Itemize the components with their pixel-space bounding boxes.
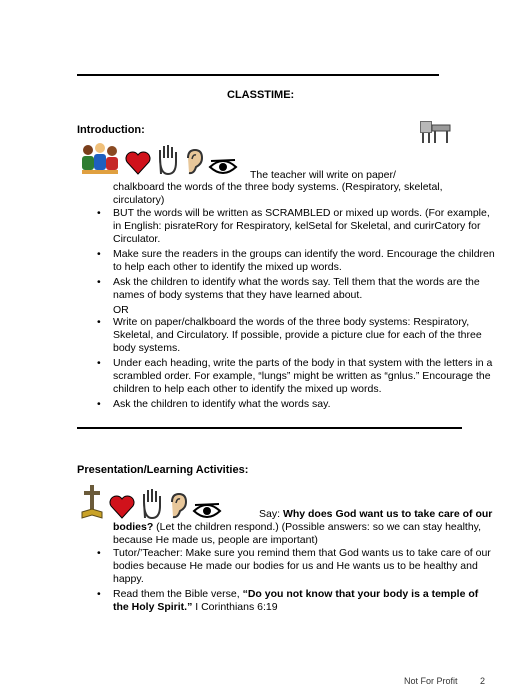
list-item: • Under each heading, write the parts of the body in that system with the letters in a scrambled order. For example, “lungs” might be written as “gnlus.” Encourage the children to help each other to identify the mixed up words. — [95, 357, 495, 396]
verse-intro: Read them the Bible verse, — [113, 588, 243, 600]
list-item: • Ask the children to identify what the words say. — [95, 398, 495, 411]
eye-icon — [208, 158, 238, 176]
intro-bullets-b — [95, 316, 495, 413]
list-item: • Make sure the readers in the groups can identify the word. Encourage the children to help each other to identify the mixed up words. — [95, 248, 495, 274]
footer-not-for-profit: Not For Profit — [404, 676, 458, 686]
footer-page-number: 2 — [480, 676, 486, 686]
cross-bible-icon — [80, 484, 104, 520]
presentation-bullets — [95, 547, 495, 616]
verse-reference: I Corinthians 6:19 — [192, 601, 278, 613]
intro-icons — [80, 142, 238, 176]
ear-icon — [184, 148, 204, 176]
verse-quote: “Do you not know that your body is a temple of the Holy Spirit.” — [113, 588, 479, 613]
presentation-heading: Presentation/Learning Activities: — [77, 464, 249, 476]
top-rule — [77, 74, 439, 76]
school-desk-icon — [418, 115, 454, 149]
say-answers: (Let the children respond.) (Possible answers: so we can stay healthy, because He made us, people are important) — [113, 521, 482, 546]
intro-lead: The teacher will write on paper/ — [250, 169, 396, 181]
list-item: • Ask the children to identify what the words say. Tell them that the words are the names of body systems that they have learned about. — [95, 276, 495, 302]
intro-lead-continued: chalkboard the words of the three body systems. (Respiratory, skeletal, circulatory) — [113, 181, 443, 206]
middle-rule — [77, 427, 462, 429]
hand-icon — [156, 144, 180, 176]
presentation-say — [113, 508, 493, 547]
heart-icon — [124, 150, 152, 176]
say-label: Say: — [259, 508, 283, 520]
intro-bullets-a — [95, 207, 495, 304]
list-item: • Write on paper/chalkboard the words of the three body systems: Respiratory, Skeletal, and Circulatory. If possible, provide a picture clue for each of the three body systems. — [95, 316, 495, 355]
list-item: • BUT the words will be written as SCRAMBLED or mixed up words. (For example, in English: pisrateRory for Respiratory, kelSetal for Skeletal, and curirCatory for Circulator. — [95, 207, 495, 246]
page-title: CLASSTIME: — [227, 89, 295, 101]
list-item — [95, 588, 495, 614]
say-question: Why does God want us to take care of our bodies? — [113, 508, 493, 533]
children-group-icon — [80, 142, 120, 176]
or-label: OR — [113, 304, 129, 316]
introduction-heading: Introduction: — [77, 124, 145, 136]
list-item: • Tutor/’Teacher: Make sure you remind them that God wants us to take care of our bodies because He made our bodies for us and He wants us to be healthy and happy. — [95, 547, 495, 586]
